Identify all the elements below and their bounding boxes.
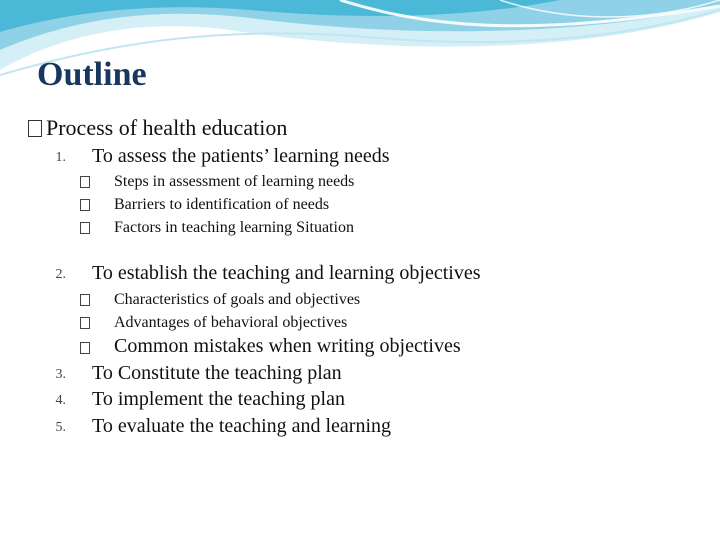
item-number: 5. [55,420,66,435]
top-level-item [28,115,287,141]
sub-bullet-icon [80,199,90,211]
sub-bullet-icon [80,294,90,306]
item-number: 1. [55,150,66,165]
sub-bullet-icon [80,176,90,188]
slide-title: Outline [37,56,147,93]
sub-list-item: Factors in teaching learning Situation [114,219,354,236]
item-number: 2. [55,267,66,282]
item-number: 3. [55,367,66,382]
top-level-item-text: Process of health education [46,115,288,140]
bullet-glyph-icon [28,120,42,137]
sub-bullet-icon [80,317,90,329]
list-item: To evaluate the teaching and learning [92,415,392,437]
sub-bullet-icon [80,222,90,234]
list-item: To establish the teaching and learning objectives [92,262,481,284]
sub-list-item: Common mistakes when writing objectives [114,335,461,357]
sub-bullet-icon [80,342,90,354]
list-item: To assess the patients’ learning needs [92,145,390,167]
sub-list-item: Advantages of behavioral objectives [114,314,348,331]
sub-list-item: Characteristics of goals and objectives [114,291,361,308]
sub-list-item: Barriers to identification of needs [114,196,330,213]
sub-list-item: Steps in assessment of learning needs [114,173,355,190]
list-item: To Constitute the teaching plan [92,362,342,384]
list-item: To implement the teaching plan [92,388,345,410]
item-number: 4. [55,393,66,408]
